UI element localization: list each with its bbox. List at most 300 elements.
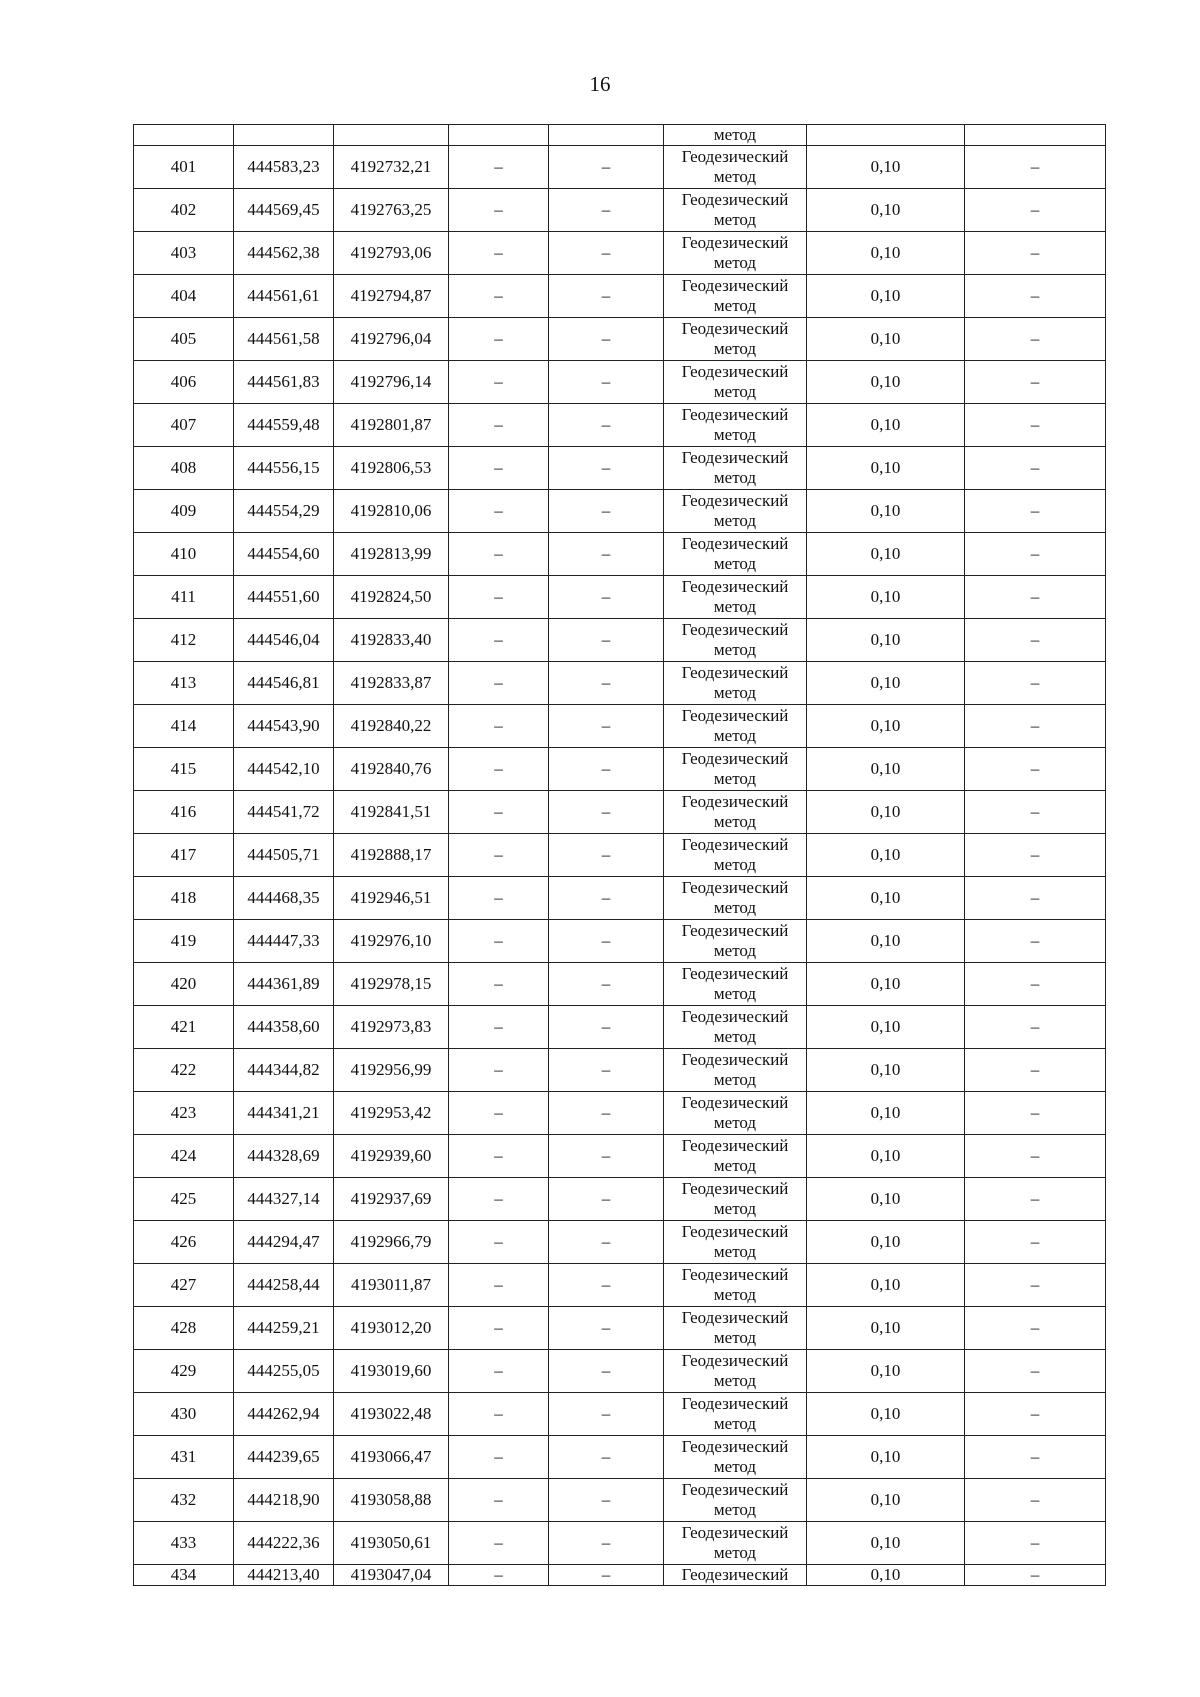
- cell-col4: –: [449, 146, 549, 189]
- cell-point-number: 434: [134, 1565, 234, 1586]
- table-row: [134, 1178, 1106, 1221]
- method-text-line1: Геодезический: [681, 1308, 789, 1327]
- cell-point-number: 407: [134, 404, 234, 447]
- cell-col5: –: [549, 146, 664, 189]
- table-row: [134, 1436, 1106, 1479]
- cell-x: 444259,21: [234, 1307, 334, 1350]
- cell-col5: –: [549, 447, 664, 490]
- cell-col8: –: [965, 447, 1106, 490]
- cell-method: [664, 1307, 807, 1350]
- cell-y: 4192806,53: [334, 447, 449, 490]
- table-row: [134, 1092, 1106, 1135]
- table-row: [134, 1006, 1106, 1049]
- continued-row: [134, 125, 1106, 146]
- method-text-line1: Геодезический: [681, 1265, 789, 1284]
- cell-col4: –: [449, 1350, 549, 1393]
- cell-x: 444361,89: [234, 963, 334, 1006]
- table-row: [134, 1393, 1106, 1436]
- cell-y: 4192763,25: [334, 189, 449, 232]
- cell-accuracy: 0,10: [807, 1393, 965, 1436]
- cell-point-number: 404: [134, 275, 234, 318]
- cell-col4: –: [449, 1178, 549, 1221]
- cell-method: [664, 232, 807, 275]
- method-text-line2: метод: [713, 1328, 757, 1347]
- cell-col8: –: [965, 1264, 1106, 1307]
- cell-method: [664, 1350, 807, 1393]
- cell-method: [664, 748, 807, 791]
- cell-col4: –: [449, 533, 549, 576]
- cell-y: [334, 125, 449, 146]
- method-text-line1: Геодезический: [681, 1007, 789, 1026]
- cell-col5: –: [549, 748, 664, 791]
- method-text-line1: Геодезический: [681, 147, 789, 166]
- cell-accuracy: 0,10: [807, 1350, 965, 1393]
- cell-method: [664, 1479, 807, 1522]
- cell-method: [664, 576, 807, 619]
- method-text-line1: Геодезический: [681, 1480, 789, 1499]
- cell-x: 444554,60: [234, 533, 334, 576]
- cell-col5: –: [549, 533, 664, 576]
- cell-x: 444551,60: [234, 576, 334, 619]
- cell-col8: –: [965, 834, 1106, 877]
- method-text-line1: Геодезический: [681, 878, 789, 897]
- cell-col8: –: [965, 1178, 1106, 1221]
- method-text-line1: Геодезический: [681, 835, 789, 854]
- cell-col5: –: [549, 834, 664, 877]
- cell-col5: –: [549, 404, 664, 447]
- table-row: [134, 318, 1106, 361]
- method-text-line2: метод: [713, 425, 757, 444]
- cell-accuracy: 0,10: [807, 146, 965, 189]
- cell-y: 4193050,61: [334, 1522, 449, 1565]
- method-text-line2: метод: [713, 1285, 757, 1304]
- cell-accuracy: 0,10: [807, 189, 965, 232]
- cell-col4: –: [449, 1436, 549, 1479]
- method-text-line1: Геодезический: [681, 792, 789, 811]
- cell-col8: –: [965, 1436, 1106, 1479]
- cell-point-number: 411: [134, 576, 234, 619]
- method-text-line2: метод: [713, 769, 757, 788]
- cell-accuracy: 0,10: [807, 404, 965, 447]
- cell-y: 4192810,06: [334, 490, 449, 533]
- method-text-line2: метод: [713, 1371, 757, 1390]
- cell-col4: –: [449, 1049, 549, 1092]
- cell-accuracy: 0,10: [807, 1307, 965, 1350]
- cell-accuracy: 0,10: [807, 791, 965, 834]
- cell-method: [664, 619, 807, 662]
- cell-method: [664, 834, 807, 877]
- cell-method: [664, 877, 807, 920]
- cell-y: 4192978,15: [334, 963, 449, 1006]
- method-text-line1: Геодезический: [681, 921, 789, 940]
- cell-x: 444554,29: [234, 490, 334, 533]
- cell-col4: –: [449, 748, 549, 791]
- cell-col4: –: [449, 275, 549, 318]
- cell-method: [664, 361, 807, 404]
- cell-accuracy: 0,10: [807, 1006, 965, 1049]
- cell-point-number: 427: [134, 1264, 234, 1307]
- cell-col8: –: [965, 877, 1106, 920]
- cell-col5: –: [549, 189, 664, 232]
- cell-point-number: 417: [134, 834, 234, 877]
- cell-point-number: 415: [134, 748, 234, 791]
- cell-x: 444556,15: [234, 447, 334, 490]
- cell-point-number: 419: [134, 920, 234, 963]
- cell-accuracy: 0,10: [807, 318, 965, 361]
- cell-accuracy: 0,10: [807, 1436, 965, 1479]
- table-row: [134, 877, 1106, 920]
- method-text-line1: Геодезический: [681, 233, 789, 252]
- cell-col4: –: [449, 447, 549, 490]
- table-row: [134, 662, 1106, 705]
- cell-col8: –: [965, 1479, 1106, 1522]
- method-text-line1: Геодезический: [681, 1351, 789, 1370]
- cell-col5: –: [549, 705, 664, 748]
- cell-col5: –: [549, 1178, 664, 1221]
- cell-col8: –: [965, 1565, 1106, 1586]
- cell-x: 444239,65: [234, 1436, 334, 1479]
- cell-method: [664, 533, 807, 576]
- cell-point-number: 433: [134, 1522, 234, 1565]
- method-text-line1: Геодезический: [681, 1222, 789, 1241]
- cell-x: 444358,60: [234, 1006, 334, 1049]
- cell-point-number: 426: [134, 1221, 234, 1264]
- method-text-line1: Геодезический: [681, 1179, 789, 1198]
- cell-y: 4193012,20: [334, 1307, 449, 1350]
- cell-x: [234, 125, 334, 146]
- cell-col4: [449, 125, 549, 146]
- cell-y: 4193066,47: [334, 1436, 449, 1479]
- cell-y: 4193022,48: [334, 1393, 449, 1436]
- cell-x: 444213,40: [234, 1565, 334, 1586]
- cell-method: [664, 1436, 807, 1479]
- coordinates-table: [133, 124, 1106, 1586]
- table-row: [134, 1049, 1106, 1092]
- method-text-line2: метод: [713, 1242, 757, 1261]
- method-text-line1: Геодезический: [681, 1523, 789, 1542]
- cell-col5: –: [549, 619, 664, 662]
- cell-col4: –: [449, 318, 549, 361]
- cell-point-number: 402: [134, 189, 234, 232]
- cell-point-number: 401: [134, 146, 234, 189]
- cell-col8: –: [965, 1393, 1106, 1436]
- method-text-line2: метод: [713, 296, 757, 315]
- cell-point-number: 406: [134, 361, 234, 404]
- cell-col5: –: [549, 1436, 664, 1479]
- method-text-line1: Геодезический: [681, 577, 789, 596]
- cell-point-number: 424: [134, 1135, 234, 1178]
- cell-col8: –: [965, 533, 1106, 576]
- cell-method: [664, 490, 807, 533]
- cell-y: 4192953,42: [334, 1092, 449, 1135]
- method-text-line2: метод: [713, 554, 757, 573]
- cell-point-number: 423: [134, 1092, 234, 1135]
- cell-y: 4192833,87: [334, 662, 449, 705]
- cell-y: 4192939,60: [334, 1135, 449, 1178]
- cell-col4: –: [449, 877, 549, 920]
- cell-col8: –: [965, 1221, 1106, 1264]
- cell-accuracy: 0,10: [807, 1479, 965, 1522]
- cell-col8: –: [965, 1307, 1106, 1350]
- cell-col5: –: [549, 361, 664, 404]
- method-text-line1: Геодезический: [681, 491, 789, 510]
- cell-col5: –: [549, 318, 664, 361]
- cell-col8: –: [965, 361, 1106, 404]
- cell-col5: –: [549, 232, 664, 275]
- cell-point-number: 408: [134, 447, 234, 490]
- cell-accuracy: 0,10: [807, 662, 965, 705]
- cell-x: 444546,81: [234, 662, 334, 705]
- cell-col8: [965, 125, 1106, 146]
- cell-accuracy: 0,10: [807, 1049, 965, 1092]
- cell-x: 444561,58: [234, 318, 334, 361]
- cell-col4: –: [449, 404, 549, 447]
- cell-col8: –: [965, 576, 1106, 619]
- table-row: [134, 1264, 1106, 1307]
- cell-x: 444468,35: [234, 877, 334, 920]
- cell-method: [664, 1178, 807, 1221]
- method-text-line2: метод: [713, 253, 757, 272]
- cell-method: [664, 404, 807, 447]
- cell-col8: –: [965, 318, 1106, 361]
- cell-accuracy: 0,10: [807, 1092, 965, 1135]
- cell-accuracy: 0,10: [807, 963, 965, 1006]
- method-text-line2: метод: [713, 1414, 757, 1433]
- cell-y: 4192946,51: [334, 877, 449, 920]
- cell-col4: –: [449, 1221, 549, 1264]
- cell-method: [664, 1565, 807, 1586]
- cell-point-number: 431: [134, 1436, 234, 1479]
- cell-x: 444327,14: [234, 1178, 334, 1221]
- cell-x: 444543,90: [234, 705, 334, 748]
- cell-col8: –: [965, 920, 1106, 963]
- method-text-line1: Геодезический: [681, 190, 789, 209]
- method-text-line2: метод: [713, 382, 757, 401]
- cell-y: 4192796,14: [334, 361, 449, 404]
- cell-y: 4192824,50: [334, 576, 449, 619]
- cell-accuracy: 0,10: [807, 877, 965, 920]
- cell-y: 4192976,10: [334, 920, 449, 963]
- cell-y: 4193058,88: [334, 1479, 449, 1522]
- cell-point-number: 413: [134, 662, 234, 705]
- cell-col8: –: [965, 662, 1106, 705]
- cell-col5: –: [549, 1135, 664, 1178]
- cell-col5: –: [549, 576, 664, 619]
- cell-col5: –: [549, 877, 664, 920]
- cell-point-number: 421: [134, 1006, 234, 1049]
- method-text-line1: Геодезический: [681, 1394, 789, 1413]
- cell-x: 444294,47: [234, 1221, 334, 1264]
- cell-col8: –: [965, 275, 1106, 318]
- cell-col4: –: [449, 705, 549, 748]
- cell-col4: –: [449, 619, 549, 662]
- cell-col8: –: [965, 1135, 1106, 1178]
- cell-col5: –: [549, 1522, 664, 1565]
- cell-point-number: 422: [134, 1049, 234, 1092]
- table-row: [134, 490, 1106, 533]
- cell-y: 4193019,60: [334, 1350, 449, 1393]
- cell-col4: –: [449, 1565, 549, 1586]
- cell-point-number: 410: [134, 533, 234, 576]
- cell-accuracy: 0,10: [807, 920, 965, 963]
- cell-point-number: 418: [134, 877, 234, 920]
- cell-x: 444258,44: [234, 1264, 334, 1307]
- cell-x: 444328,69: [234, 1135, 334, 1178]
- method-text-line2: метод: [713, 1500, 757, 1519]
- cell-x: 444222,36: [234, 1522, 334, 1565]
- cell-col8: –: [965, 1049, 1106, 1092]
- method-text-line2: метод: [713, 468, 757, 487]
- cell-point-number: 403: [134, 232, 234, 275]
- method-text-line2: метод: [713, 339, 757, 358]
- cell-x: 444255,05: [234, 1350, 334, 1393]
- table-row: [134, 834, 1106, 877]
- cell-col8: –: [965, 146, 1106, 189]
- cell-x: 444218,90: [234, 1479, 334, 1522]
- method-text-line1: Геодезический: [681, 1437, 789, 1456]
- cell-x: 444262,94: [234, 1393, 334, 1436]
- table-row: [134, 1522, 1106, 1565]
- cell-col4: –: [449, 1522, 549, 1565]
- method-text-line2: метод: [713, 1543, 757, 1562]
- cell-method: [664, 920, 807, 963]
- method-text-line1: Геодезический: [681, 405, 789, 424]
- cell-y: 4192794,87: [334, 275, 449, 318]
- cell-col4: –: [449, 1006, 549, 1049]
- method-text-line2: метод: [713, 984, 757, 1003]
- cell-col4: –: [449, 1479, 549, 1522]
- method-text-line2: метод: [713, 1113, 757, 1132]
- cell-accuracy: 0,10: [807, 1221, 965, 1264]
- method-text-line2: метод: [713, 511, 757, 530]
- cell-method: [664, 146, 807, 189]
- cell-point-number: 405: [134, 318, 234, 361]
- cell-method: [664, 1522, 807, 1565]
- method-text-line2: метод: [713, 640, 757, 659]
- method-text-line1: Геодезический: [681, 1050, 789, 1069]
- cell-accuracy: 0,10: [807, 1264, 965, 1307]
- cell-y: 4192801,87: [334, 404, 449, 447]
- method-text-line2: метод: [713, 1027, 757, 1046]
- cell-col5: –: [549, 275, 664, 318]
- cell-accuracy: 0,10: [807, 705, 965, 748]
- cell-col8: –: [965, 189, 1106, 232]
- cell-accuracy: 0,10: [807, 1178, 965, 1221]
- cell-y: 4192813,99: [334, 533, 449, 576]
- cell-accuracy: 0,10: [807, 447, 965, 490]
- cell-y: 4192937,69: [334, 1178, 449, 1221]
- cell-accuracy: 0,10: [807, 490, 965, 533]
- cell-col4: –: [449, 920, 549, 963]
- table-row: [134, 361, 1106, 404]
- cell-point-number: 420: [134, 963, 234, 1006]
- cell-col5: –: [549, 1006, 664, 1049]
- cell-point-number: 430: [134, 1393, 234, 1436]
- cell-col5: –: [549, 1393, 664, 1436]
- cell-x: 444546,04: [234, 619, 334, 662]
- cell-col4: –: [449, 361, 549, 404]
- cell-method: [664, 1393, 807, 1436]
- cell-col5: –: [549, 963, 664, 1006]
- method-text-line1: Геодезический: [681, 620, 789, 639]
- method-text-line2: метод: [713, 941, 757, 960]
- method-text-line2: метод: [713, 683, 757, 702]
- method-text-line1: Геодезический: [681, 534, 789, 553]
- cell-col8: –: [965, 232, 1106, 275]
- cell-y: 4192966,79: [334, 1221, 449, 1264]
- cell-col8: –: [965, 1350, 1106, 1393]
- method-text-line1: Геодезический: [681, 1565, 789, 1584]
- cell-col4: –: [449, 963, 549, 1006]
- cell-col4: –: [449, 662, 549, 705]
- table-row: [134, 1350, 1106, 1393]
- cell-point-number: [134, 125, 234, 146]
- cell-col5: –: [549, 1049, 664, 1092]
- cell-accuracy: 0,10: [807, 533, 965, 576]
- method-text-line1: Геодезический: [681, 362, 789, 381]
- table-row: [134, 1565, 1106, 1586]
- cell-method: [664, 189, 807, 232]
- cell-point-number: 416: [134, 791, 234, 834]
- cell-x: 444447,33: [234, 920, 334, 963]
- cell-accuracy: 0,10: [807, 834, 965, 877]
- cell-col8: –: [965, 791, 1106, 834]
- cell-col5: –: [549, 1221, 664, 1264]
- cell-x: 444344,82: [234, 1049, 334, 1092]
- cell-x: 444559,48: [234, 404, 334, 447]
- table-row: [134, 1479, 1106, 1522]
- cell-col8: –: [965, 1522, 1106, 1565]
- cell-col5: –: [549, 791, 664, 834]
- cell-method: [664, 791, 807, 834]
- cell-col4: –: [449, 232, 549, 275]
- cell-y: 4193011,87: [334, 1264, 449, 1307]
- cell-col8: –: [965, 1092, 1106, 1135]
- method-text-line2: метод: [713, 855, 757, 874]
- cell-method: [664, 1049, 807, 1092]
- cell-x: 444569,45: [234, 189, 334, 232]
- cell-x: 444505,71: [234, 834, 334, 877]
- cell-col8: –: [965, 1006, 1106, 1049]
- cell-method: [664, 662, 807, 705]
- method-text-line2: метод: [713, 898, 757, 917]
- cell-method: [664, 275, 807, 318]
- cell-y: 4193047,04: [334, 1565, 449, 1586]
- cell-point-number: 428: [134, 1307, 234, 1350]
- cell-accuracy: 0,10: [807, 748, 965, 791]
- cell-y: 4192793,06: [334, 232, 449, 275]
- cell-col8: –: [965, 404, 1106, 447]
- cell-col5: –: [549, 1565, 664, 1586]
- cell-col5: [549, 125, 664, 146]
- cell-y: 4192956,99: [334, 1049, 449, 1092]
- table-row: [134, 791, 1106, 834]
- cell-y: 4192888,17: [334, 834, 449, 877]
- cell-method: [664, 447, 807, 490]
- cell-point-number: 412: [134, 619, 234, 662]
- cell-x: 444561,83: [234, 361, 334, 404]
- cell-x: 444583,23: [234, 146, 334, 189]
- table-row: [134, 619, 1106, 662]
- cell-accuracy: 0,10: [807, 619, 965, 662]
- table-row: [134, 748, 1106, 791]
- cell-col4: –: [449, 1092, 549, 1135]
- method-text-line2: метод: [713, 1457, 757, 1476]
- cell-accuracy: 0,10: [807, 275, 965, 318]
- cell-col4: –: [449, 1135, 549, 1178]
- cell-accuracy: [807, 125, 965, 146]
- cell-col8: –: [965, 490, 1106, 533]
